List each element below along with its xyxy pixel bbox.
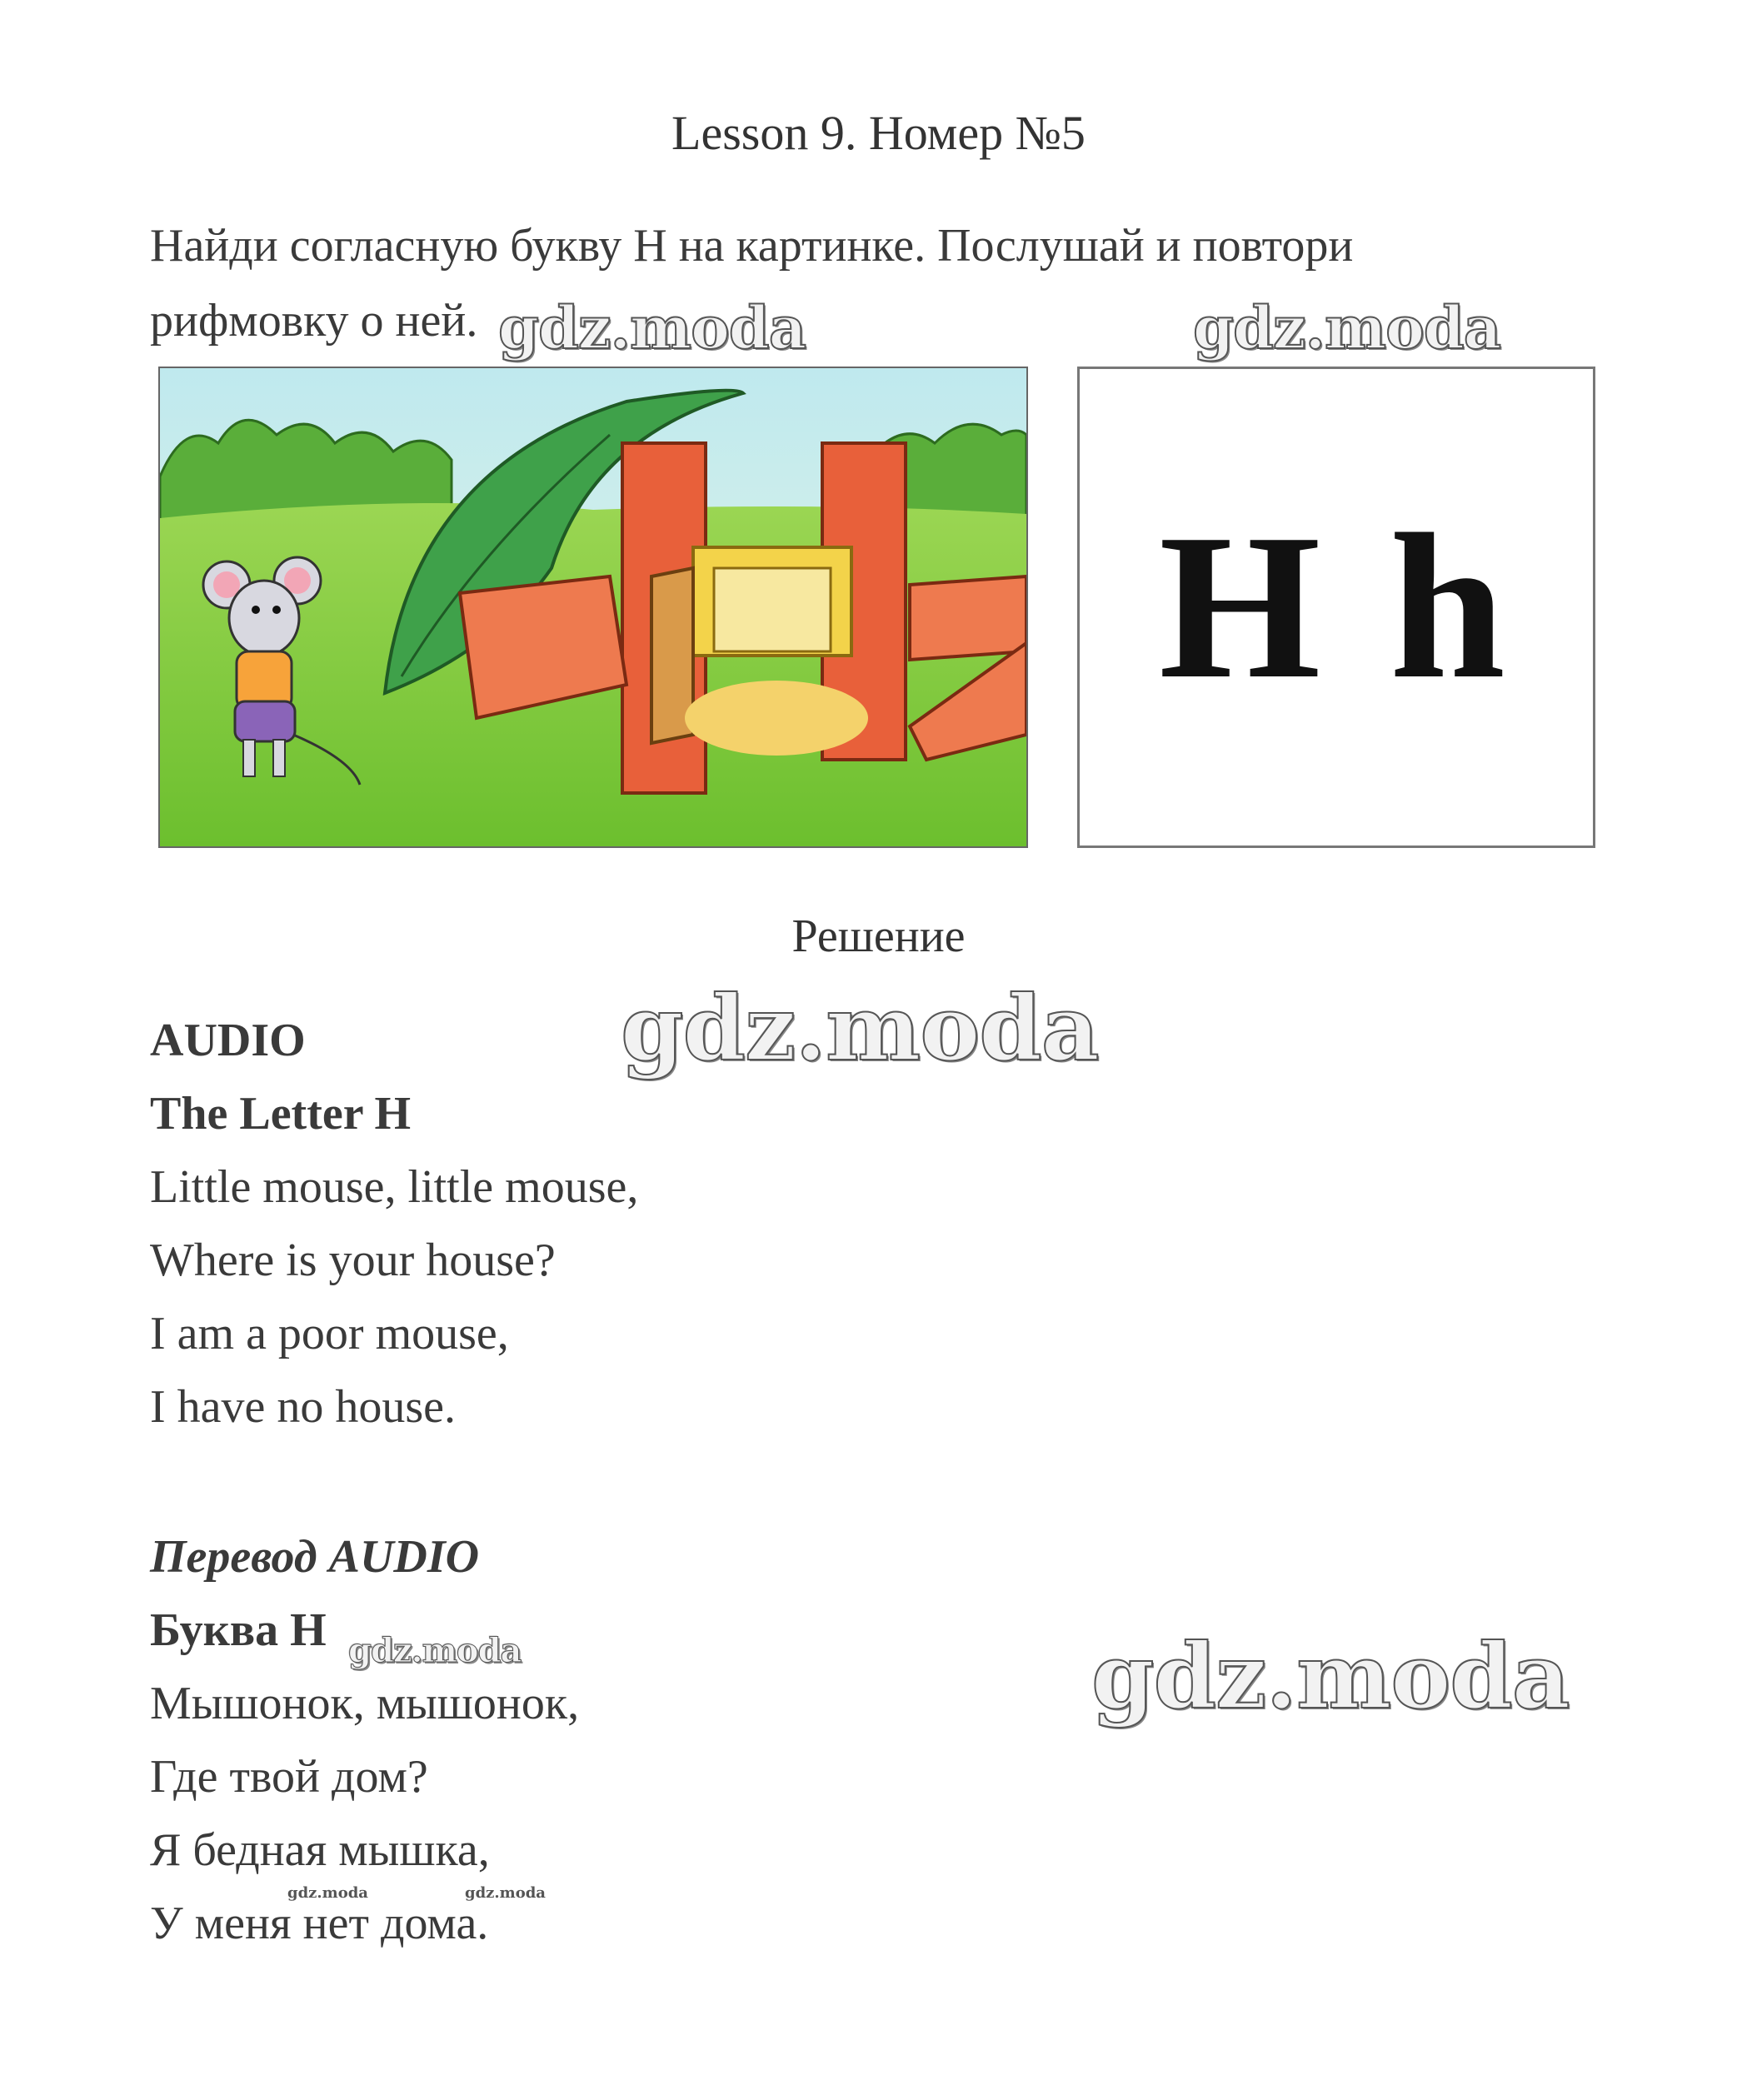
watermark: gdz.moda: [498, 293, 806, 362]
watermark: gdz.moda: [1091, 1624, 1570, 1729]
audio-label: AUDIO: [150, 1015, 306, 1066]
watermark: gdz.moda: [465, 1884, 546, 1902]
task-line-1: Найди согласную букву H на картинке. Послушай и повтори: [150, 220, 1354, 272]
poem-line: Little mouse, little mouse,: [150, 1161, 639, 1213]
translation-line: Мышонок, мышонок,: [150, 1678, 580, 1729]
watermark: gdz.moda: [348, 1631, 522, 1670]
letters-h: H h: [1159, 491, 1514, 722]
page-title: Lesson 9. Номер №5: [671, 106, 1086, 160]
illustration-mouse-house: [158, 367, 1028, 848]
letter-card: [1077, 367, 1595, 848]
solution-heading: Решение: [791, 910, 966, 962]
translation-label: Перевод AUDIO: [150, 1531, 480, 1583]
task-line-2: рифмовку о ней.: [150, 295, 478, 347]
audio-title: The Letter H: [150, 1088, 412, 1140]
poem-line: I am a poor mouse,: [150, 1308, 509, 1359]
translation-title: Буква H: [150, 1604, 327, 1656]
poem-line: Where is your house?: [150, 1235, 556, 1286]
audio-block: [150, 1004, 638, 1444]
watermark: gdz.moda: [621, 976, 1099, 1081]
poem-line: I have no house.: [150, 1381, 457, 1433]
illustration-svg: [160, 368, 1026, 846]
translation-line: У меня нет дома.: [150, 1898, 489, 1949]
translation-line: Я бедная мышка,: [150, 1824, 490, 1876]
translation-line: Где твой дом?: [150, 1751, 428, 1803]
watermark: gdz.moda: [1193, 293, 1501, 362]
watermark: gdz.moda: [287, 1884, 368, 1902]
